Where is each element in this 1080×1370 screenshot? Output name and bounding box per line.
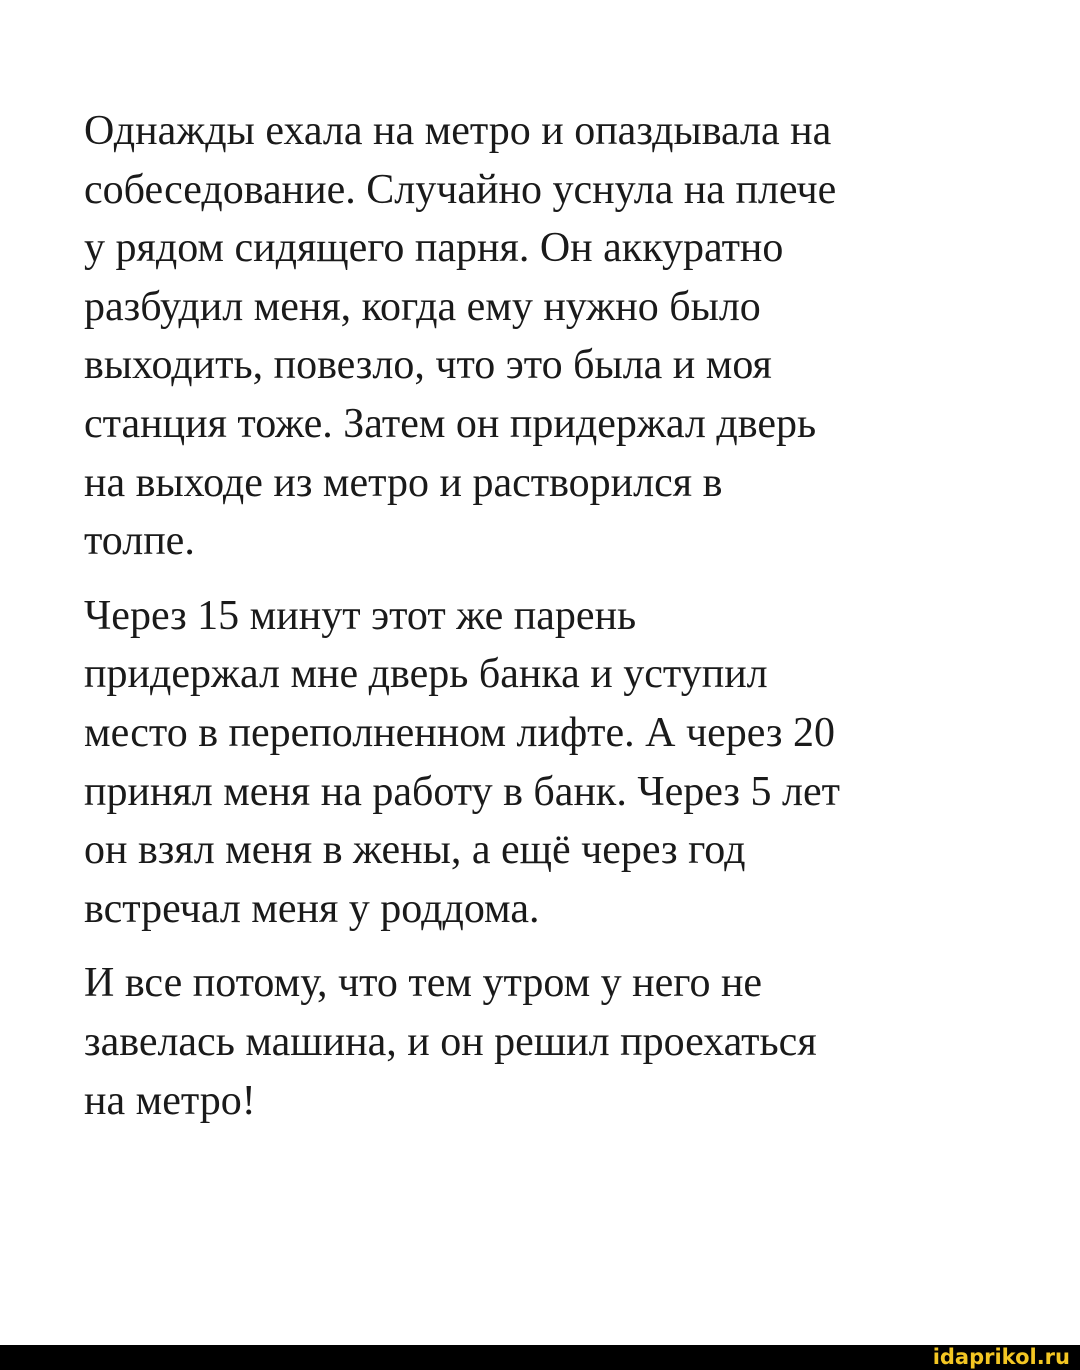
paragraph-3 [84,954,1014,1130]
text-line: выходить, повезло, что это была и моя [84,342,772,389]
watermark-bar [0,1345,1080,1370]
site-watermark: idaprikol.ru [932,1345,1070,1369]
text-line: придержал мне дверь банка и уступил [84,651,768,698]
text-line: толпе. [84,518,195,565]
text-line: Через 15 минут этот же парень [84,592,637,639]
text-line: принял меня на работу в банк. Через 5 лет [84,768,840,815]
text-line: встречал меня у роддома. [84,885,540,932]
paragraph-2 [84,587,1014,939]
paragraph-1 [84,102,1014,571]
text-line: у рядом сидящего парня. Он аккуратно [84,225,784,272]
text-line: на выходе из метро и растворился в [84,459,723,506]
story-text [84,102,1014,1130]
text-line: место в переполненном лифте. А через 20 [84,709,836,756]
text-line: разбудил меня, когда ему нужно было [84,283,761,330]
text-line: собеседование. Случайно уснула на плече [84,166,837,213]
text-line: И все потому, что тем утром у него не [84,960,763,1007]
text-line: Однажды ехала на метро и опаздывала на [84,108,832,154]
text-line: он взял меня в жены, а ещё через год [84,827,746,874]
text-line: на метро! [84,1077,256,1124]
text-line: завелась машина, и он решил проехаться [84,1018,817,1065]
text-line: станция тоже. Затем он придержал дверь [84,400,817,447]
